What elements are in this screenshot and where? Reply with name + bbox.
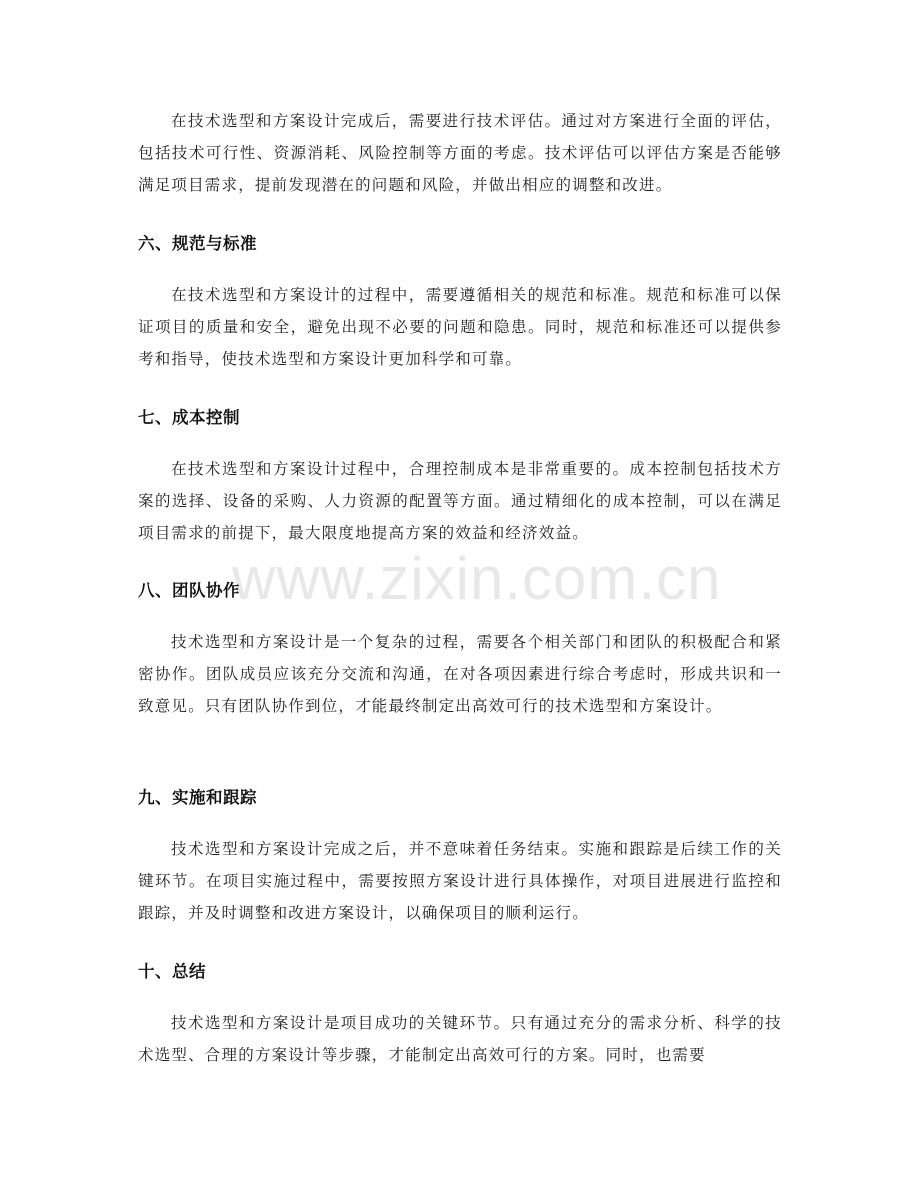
heading-team-collaboration: 八、团队协作: [138, 581, 240, 600]
paragraph-implementation-tracking: 技术选型和方案设计完成之后，并不意味着任务结束。实施和跟踪是后续工作的关键环节。在项目实施过程中，需要按照方案设计进行具体操作，对项目进展进行监控和跟踪，并及时调整和改进方案设计，以确保项目的顺利运行。: [138, 840, 782, 922]
site-watermark: www.zixin.com.cn: [232, 545, 722, 612]
heading-implementation-tracking: 九、实施和跟踪: [138, 788, 257, 807]
heading-cost-control: 七、成本控制: [138, 408, 240, 427]
heading-standards: 六、规范与标准: [138, 234, 257, 253]
paragraph-team-collaboration: 技术选型和方案设计是一个复杂的过程，需要各个相关部门和团队的积极配合和紧密协作。团队成员应该充分交流和沟通，在对各项因素进行综合考虑时，形成共识和一致意见。只有团队协作到位，才能最终制定出高效可行的技术选型和方案设计。: [138, 633, 782, 715]
paragraph-summary: 技术选型和方案设计是项目成功的关键环节。只有通过充分的需求分析、科学的技术选型、合理的方案设计等步骤，才能制定出高效可行的方案。同时，也需要: [138, 1014, 782, 1064]
paragraph-standards: 在技术选型和方案设计的过程中，需要遵循相关的规范和标准。规范和标准可以保证项目的质量和安全，避免出现不必要的问题和隐患。同时，规范和标准还可以提供参考和指导，使技术选型和方案设计更加科学和可靠。: [138, 286, 782, 368]
paragraph-cost-control: 在技术选型和方案设计过程中，合理控制成本是非常重要的。成本控制包括技术方案的选择、设备的采购、人力资源的配置等方面。通过精细化的成本控制，可以在满足项目需求的前提下，最大限度地提高方案的效益和经济效益。: [138, 460, 782, 542]
heading-summary: 十、总结: [138, 962, 206, 981]
paragraph-technical-evaluation: 在技术选型和方案设计完成后，需要进行技术评估。通过对方案进行全面的评估，包括技术可行性、资源消耗、风险控制等方面的考虑。技术评估可以评估方案是否能够满足项目需求，提前发现潜在的问题和风险，并做出相应的调整和改进。: [138, 112, 782, 194]
